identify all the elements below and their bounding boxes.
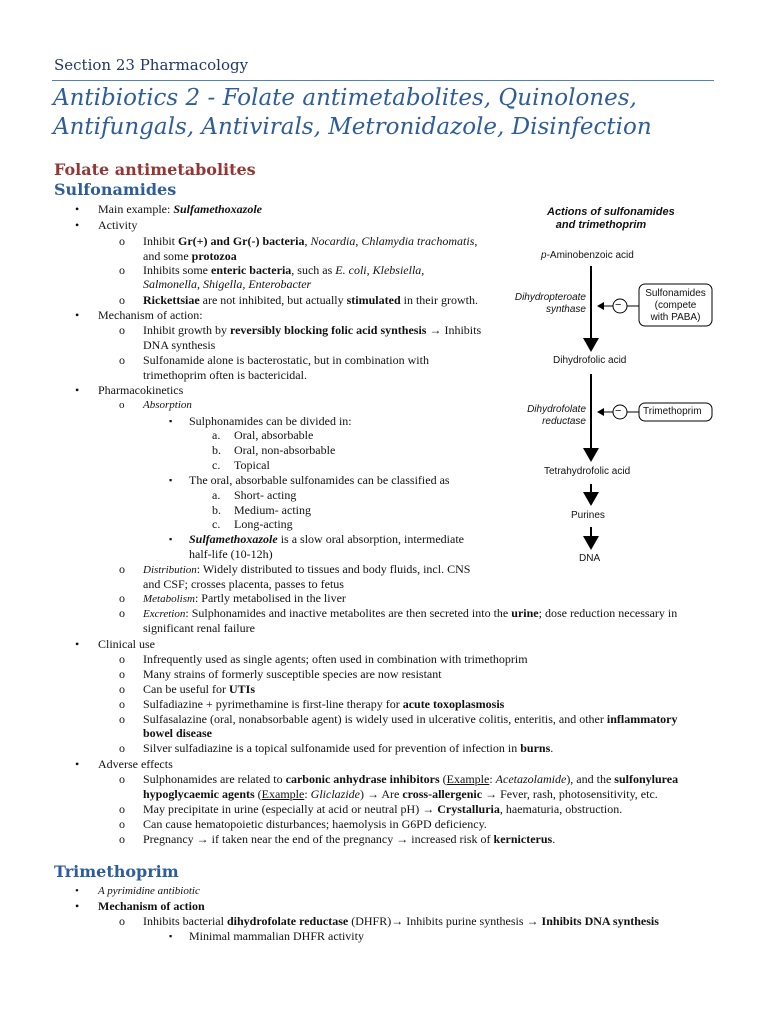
list-item-cont: significant renal failure xyxy=(143,621,255,635)
list-item: o May precipitate in urine (especially at acid or neutral pH) → Crystalluria, haematuria, obstruction. xyxy=(143,802,622,816)
list-item-cont: bowel disease xyxy=(143,726,212,740)
list-item: o Sulphonamides are related to carbonic anhydrase inhibitors (Example: Acetazolamide), and the sulfonylurea xyxy=(143,772,678,786)
list-item: ▪ Sulphonamides can be divided in: xyxy=(189,414,352,428)
list-item: • Main example: Sulfamethoxazole xyxy=(98,202,262,216)
list-item: o Metabolism: Partly metabolised in the liver xyxy=(143,591,346,606)
list-item: o Inhibit Gr(+) and Gr(-) bacteria, Nocardia, Chlamydia trachomatis, xyxy=(143,234,477,248)
list-item: o Can cause hematopoietic disturbances; haemolysis in G6PD deficiency. xyxy=(143,817,487,831)
list-item: o Pregnancy → if taken near the end of the pregnancy → increased risk of kernicterus. xyxy=(143,832,555,846)
dna-label: DNA xyxy=(579,553,601,564)
paba-label: p-Aminobenzoic acid xyxy=(541,250,634,261)
diagram-title-line-1: Actions of sulfonamides xyxy=(547,206,675,218)
list-item-cont: half-life (10-12h) xyxy=(189,547,273,561)
heading-sulfonamides: Sulfonamides xyxy=(54,180,177,199)
list-item: o Distribution: Widely distributed to tissues and body fluids, incl. CNS xyxy=(143,562,470,577)
enzyme-dhps xyxy=(510,292,586,316)
list-item: o Rickettsiae are not inhibited, but actually stimulated in their growth. xyxy=(143,293,478,307)
sulfonamide-trimethoprim-diagram xyxy=(498,202,738,572)
list-item: o Absorption xyxy=(143,398,192,412)
purines-label: Purines xyxy=(571,510,605,521)
diagram-title-line-2: and trimethoprim xyxy=(555,219,647,231)
list-item: o Silver sulfadiazine is a topical sulfonamide used for prevention of infection in burns. xyxy=(143,741,553,755)
dihydrofolic-acid-label: Dihydrofolic acid xyxy=(553,355,627,366)
list-item: o Can be useful for UTIs xyxy=(143,682,255,696)
list-item: o Inhibits bacterial dihydrofolate reductase (DHFR)→ Inhibits purine synthesis → Inhibits DNA synthesis xyxy=(143,914,659,928)
list-item: ▪ Sulfamethoxazole is a slow oral absorption, intermediate xyxy=(189,532,464,546)
list-item: o Inhibits some enteric bacteria, such as E. coli, Klebsiella, xyxy=(143,263,424,277)
heading-trimethoprim: Trimethoprim xyxy=(54,862,179,881)
list-item: ▪ Minimal mammalian DHFR activity xyxy=(189,929,364,943)
sulf-box-line-3: with PABA) xyxy=(650,312,701,323)
enzyme-dhfr-line-1: Dihydrofolate xyxy=(527,404,586,415)
list-item: • Mechanism of action: xyxy=(98,308,203,322)
list-item: o Infrequently used as single agents; often used in combination with trimethoprim xyxy=(143,652,528,666)
list-item-cont: and some protozoa xyxy=(143,249,237,263)
list-item: o Many strains of formerly susceptible species are now resistant xyxy=(143,667,442,681)
list-item-cont: hypoglycaemic agents (Example: Gliclazide) → Are cross-allergenic → Fever, rash, photosensitivity, etc. xyxy=(143,787,658,801)
minus-sign-2: − xyxy=(615,405,622,417)
sulf-box-line-2: (compete xyxy=(654,300,697,311)
sulfonamides-box-label xyxy=(640,288,711,324)
list-item: • Activity xyxy=(98,218,137,232)
list-item-cont: Salmonella, Shigella, Enterobacter xyxy=(143,277,312,291)
list-item: b. Oral, non-absorbable xyxy=(212,443,336,457)
sulf-box-line-1: Sulfonamides xyxy=(645,288,706,299)
list-item: c. Long-acting xyxy=(212,517,293,531)
list-item: o Excretion: Sulphonamides and inactive metabolites are then secreted into the urine; dose reduction necessary in xyxy=(143,606,677,621)
header-rule xyxy=(52,80,714,81)
list-item: b. Medium- acting xyxy=(212,503,311,517)
list-item-cont: DNA synthesis xyxy=(143,338,216,352)
list-item: o Sulfadiazine + pyrimethamine is first-line therapy for acute toxoplasmosis xyxy=(143,697,504,711)
diagram-title xyxy=(547,206,675,232)
list-item-cont: trimethoprim often is bactericidal. xyxy=(143,368,307,382)
list-item: o Inhibit growth by reversibly blocking folic acid synthesis → Inhibits xyxy=(143,323,481,337)
list-item: c. Topical xyxy=(212,458,270,472)
tetrahydrofolic-acid-label: Tetrahydrofolic acid xyxy=(544,466,631,477)
list-item: • Clinical use xyxy=(98,637,155,651)
list-item-cont: and CSF; crosses placenta, passes to fetus xyxy=(143,577,344,591)
list-item: o Sulfonamide alone is bacterostatic, but in combination with xyxy=(143,353,429,367)
list-item: a. Short- acting xyxy=(212,488,297,502)
list-item: • Adverse effects xyxy=(98,757,173,771)
title-line-1: Antibiotics 2 - Folate antimetabolites, Quinolones, xyxy=(53,85,637,111)
enzyme-dhps-line-1: Dihydropteroate xyxy=(514,292,586,303)
list-item: ▪ The oral, absorbable sulfonamides can be classified as xyxy=(189,473,450,487)
enzyme-dhfr xyxy=(510,404,586,428)
section-label: Section 23 Pharmacology xyxy=(54,56,249,74)
minus-sign-1: − xyxy=(615,299,622,311)
list-item: o Sulfasalazine (oral, nonabsorbable agent) is widely used in ulcerative colitis, enteritis, and other inflammatory xyxy=(143,712,678,726)
list-item: • Mechanism of action xyxy=(98,899,205,913)
list-item: • Pharmacokinetics xyxy=(98,383,183,397)
trimethoprim-box-label: Trimethoprim xyxy=(643,406,702,417)
title-line-2: Antifungals, Antivirals, Metronidazole, Disinfection xyxy=(53,114,652,140)
heading-folate-antimetabolites: Folate antimetabolites xyxy=(54,160,256,179)
enzyme-dhfr-line-2: reductase xyxy=(542,416,586,427)
list-item: • A pyrimidine antibiotic xyxy=(98,884,200,898)
enzyme-dhps-line-2: synthase xyxy=(545,304,586,315)
page-title xyxy=(53,84,733,142)
list-item: a. Oral, absorbable xyxy=(212,428,314,442)
